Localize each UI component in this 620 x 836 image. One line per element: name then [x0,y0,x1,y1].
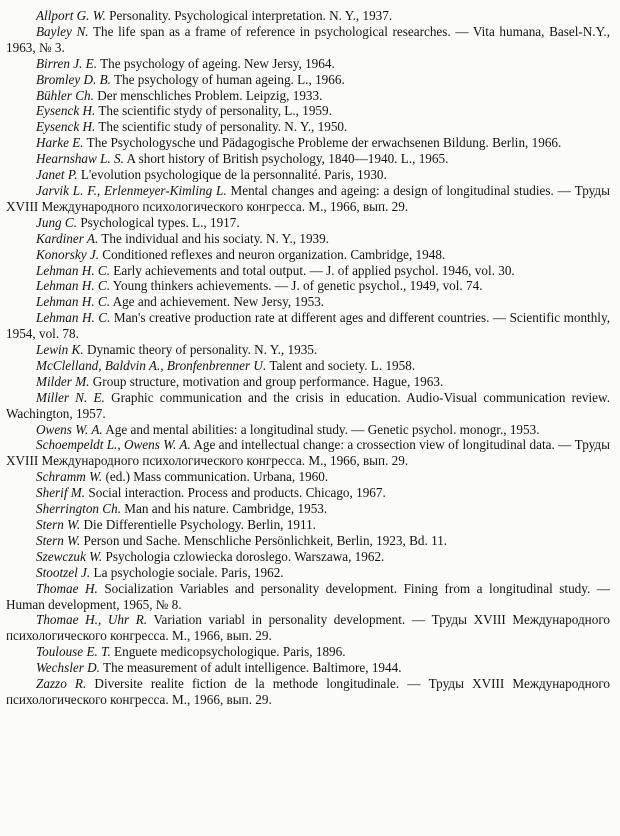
reference-author: Eysenck H. [36,103,96,119]
reference-entry [6,135,610,151]
reference-text: Social interaction. Process and products. Chicago, 1967. [85,485,386,501]
reference-text: The psychology of ageing. New Jersy, 1964. [97,55,335,71]
reference-author: Kardiner A. [36,230,99,246]
reference-author: Birren J. E. [36,55,98,71]
reference-text: The individual and his sociaty. N. Y., 1939. [98,230,330,246]
reference-text: Age and intellectual change: a crossection view of longitudinal data. — Труды XVIII Международного психологического конгресса. М., 1966, вып. 29. [6,437,610,469]
reference-author: Eysenck H. [36,119,96,135]
reference-list [6,8,610,708]
reference-entry [6,151,610,167]
reference-entry [6,247,610,263]
reference-author: Sherrington Ch. [36,501,121,517]
reference-author: Schramm W. [36,469,103,485]
reference-text: Variation variabl in personality development. — Труды XVIII Международного психологического конгресса. М., 1966, вып. 29. [6,612,610,644]
reference-author: Owens W. A. [36,421,103,437]
reference-entry [6,8,610,24]
reference-text: (ed.) Mass communication. Urbana, 1960. [102,469,329,485]
reference-text: Personality. Psychological interpretation. N. Y., 1937. [105,8,393,23]
reference-author: Lewin K. [36,342,84,358]
reference-text: Socialization Variables and personality development. Fining from a longitudinal study. — Human development, 1965, № 8. [6,580,610,612]
reference-text: Graphic communication and the crisis in education. Audio-Visual communication review. Wachington, 1957. [6,389,610,421]
reference-entry [6,310,610,342]
reference-author: Stern W. [36,532,81,548]
reference-author: Konorsky J. [36,246,99,262]
reference-text: Conditioned reflexes and neuron organization. Cambridge, 1948. [99,246,446,262]
reference-author: Bromley D. B. [36,71,111,87]
reference-entry [6,294,610,310]
reference-entry [6,183,610,215]
reference-author: Jung C. [36,214,78,230]
reference-entry [6,342,610,358]
reference-entry [6,533,610,549]
reference-entry [6,612,610,644]
reference-author: Lehman H. C. [36,262,110,278]
reference-author: Janet P. [36,167,78,183]
reference-author: Schoempeldt L., Owens W. A. [36,437,191,453]
reference-author: Thomae H., Uhr R. [36,612,148,628]
reference-text: Die Differentielle Psychology. Berlin, 1911. [80,517,316,532]
reference-author: McClelland, Baldvin A., Bronfenbrenner U. [36,357,267,373]
reference-author: Jarvik L. F., Erlenmeyer-Kimling L. [36,182,227,198]
reference-author: Bayley N. [36,23,89,39]
reference-text: Psychological types. L., 1917. [77,214,240,230]
reference-entry [6,565,610,581]
reference-entry [6,390,610,422]
reference-entry [6,581,610,613]
reference-text: The psychology of human ageing. L., 1966. [110,71,345,87]
reference-text: Person und Sache. Menschliche Persönlichkeit, Berlin, 1923, Bd. 11. [80,532,448,548]
reference-entry [6,358,610,374]
reference-author: Lehman H. C. [36,310,111,326]
reference-author: Wechsler D. [36,660,100,676]
reference-author: Bühler Ch. [36,87,94,103]
reference-text: The life span as a frame of reference in psychological researches. — Vita humana, Basel-N.Y., 1963, № 3. [6,23,611,55]
reference-entry [6,517,610,533]
reference-author: Thomae H. [36,580,98,596]
reference-author: Harke E. [36,135,84,151]
reference-author: Lehman H. C. [36,278,110,294]
reference-entry [6,72,610,88]
reference-text: La psychologie sociale. Paris, 1962. [90,564,284,580]
reference-text: Age and achievement. New Jersy, 1953. [110,294,325,310]
reference-text: L'evolution psychologique de la personnalité. Paris, 1930. [77,167,387,183]
reference-entry [6,263,610,279]
reference-author: Miller N. E. [36,389,105,405]
reference-author: Stern W. [36,517,81,532]
reference-entry [6,278,610,294]
reference-entry [6,485,610,501]
reference-author: Toulouse E. T. [36,644,111,660]
reference-entry [6,119,610,135]
reference-entry [6,56,610,72]
reference-author: Lehman H. C. [36,294,110,310]
reference-author: Milder M. [36,373,90,389]
reference-text: Early achievements and total output. — J. of applied psychol. 1946, vol. 30. [110,262,515,278]
reference-entry [6,549,610,565]
reference-text: Man and his nature. Cambridge, 1953. [121,501,328,517]
reference-text: Man's creative production rate at different ages and different countries. — Scientific monthly, 1954, vol. 78. [6,310,610,342]
reference-entry [6,660,610,676]
reference-entry [6,24,610,56]
reference-text: Age and mental abilities: a longitudinal study. — Genetic psychol. monogr., 1953. [102,421,540,437]
reference-text: The scientific stydy of personality, L., 1959. [95,103,332,119]
reference-entry [6,88,610,104]
reference-entry [6,374,610,390]
reference-entry [6,644,610,660]
reference-author: Szewczuk W. [36,548,103,564]
reference-text: Group structure, motivation and group performance. Hague, 1963. [89,373,444,389]
reference-text: Der menschliches Problem. Leipzig, 1933. [93,87,323,103]
reference-author: Zazzo R. [36,676,87,692]
reference-entry [6,676,610,708]
reference-entry [6,231,610,247]
reference-text: The Psychologysche und Pädagogische Probleme der erwachsenen Bildung. Berlin, 1966. [83,135,562,151]
reference-author: Stootzel J. [36,564,91,580]
reference-entry [6,422,610,438]
reference-text: The measurement of adult intelligence. Baltimore, 1944. [99,660,402,676]
reference-text: Dynamic theory of personality. N. Y., 1935. [83,342,318,358]
reference-text: Mental changes and ageing: a design of longitudinal studies. — Труды XVIII Международного психологического конгресса. М., 1966, вып. 29. [6,182,610,214]
reference-text: Diversite realite fiction de la methode longitudinale. — Труды XVIII Международного психологического конгресса. М., 1966, вып. 29. [6,676,610,707]
reference-text: Young thinkers achievements. — J. of genetic psychol., 1949, vol. 74. [110,278,483,294]
reference-text: Psychologia czlowiecka doroslego. Warszawa, 1962. [102,548,385,564]
reference-text: Talent and society. L. 1958. [266,357,416,373]
reference-entry [6,437,610,469]
reference-entry [6,167,610,183]
reference-entry [6,469,610,485]
reference-text: The scientific study of personality. N. Y., 1950. [95,119,348,135]
reference-entry [6,215,610,231]
reference-entry [6,501,610,517]
reference-entry [6,103,610,119]
reference-author: Sherif M. [36,485,86,501]
reference-author: Hearnshaw L. S. [36,151,124,167]
reference-author: Allport G. W. [36,8,106,23]
reference-text: Enguete medicopsychologique. Paris, 1896. [110,644,346,660]
reference-text: A short history of British psychology, 1840—1940. L., 1965. [123,151,449,167]
